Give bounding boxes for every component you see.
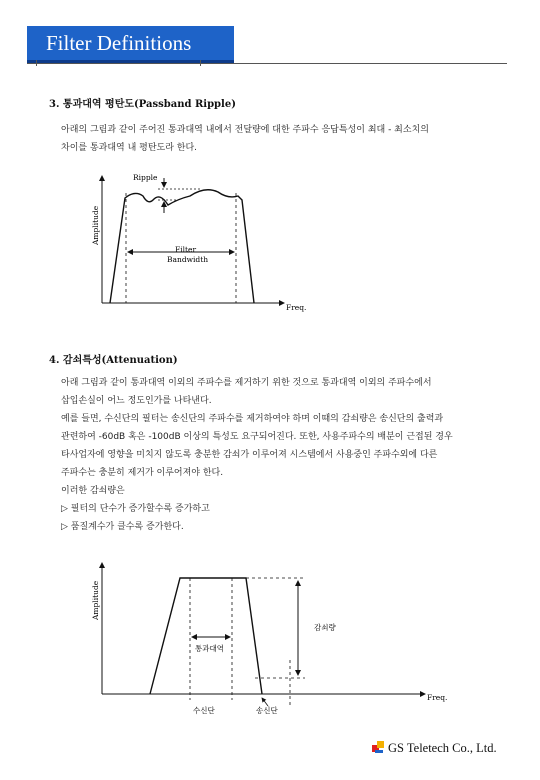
section4-line: ▷ 품질계수가 클수록 증가한다. xyxy=(61,522,184,532)
section4-line: 타사업자에 영향을 미치지 않도록 충분한 감쇠가 이루어져 시스템에서 사용중인 주파수외에 다른 xyxy=(61,450,438,460)
fig1-y-axis-label: Amplitude xyxy=(91,205,100,245)
fig2-tx-label: 송신단 xyxy=(256,706,278,715)
page-title: Filter Definitions xyxy=(46,31,192,55)
section3-heading: 3. 통과대역 평탄도(Passband Ripple) xyxy=(49,99,236,110)
section4-line: 이러한 감쇠량은 xyxy=(61,486,125,496)
company-name: GS Teletech Co., Ltd. xyxy=(388,741,497,755)
fig1-bandwidth-label: Filter xyxy=(175,245,197,254)
section4-line: 예를 들면, 수신단의 필터는 송신단의 주파수를 제거하여야 하며 이때의 감쇠량은 송신단의 출력과 xyxy=(61,414,444,424)
fig2-passband-label: 통과대역 xyxy=(195,644,224,653)
fig2-x-axis-label: Freq. xyxy=(427,693,448,702)
fig1-x-axis-label: Freq. xyxy=(286,303,307,312)
section4-line: 관련하여 -60dB 혹은 -100dB 이상의 특성도 요구되어진다. 또한, 사용주파수의 배분이 근접된 경우 xyxy=(61,432,453,442)
fig2-attenuation-label: 감쇠량 xyxy=(314,623,336,632)
fig1-ripple-label: Ripple xyxy=(133,173,158,182)
section4-line: 아래 그림과 같이 통과대역 이외의 주파수를 제거하기 위한 것으로 통과대역 이외의 주파수에서 xyxy=(61,378,432,388)
fig2-axes xyxy=(102,563,425,694)
section4-paragraph xyxy=(61,374,453,536)
section4-line: 삽입손실이 어느 정도인가를 나타낸다. xyxy=(61,396,212,406)
fig2-passband-trapezoid xyxy=(150,578,262,694)
section3-line: 차이를 통과대역 내 평탄도라 한다. xyxy=(61,143,198,153)
fig2-y-axis-label: Amplitude xyxy=(91,580,100,620)
section3-line: 아래의 그림과 같이 주어진 통과대역 내에서 전달량에 대한 주파수 응답특성이 최대 - 최소치의 xyxy=(61,125,429,135)
company-logo-icon xyxy=(372,741,386,755)
section4-heading: 4. 감쇠특성(Attenuation) xyxy=(49,355,178,366)
fig1-bandwidth-label: Bandwidth xyxy=(167,255,209,264)
footer xyxy=(372,741,497,756)
section4-line: ▷ 필터의 단수가 증가할수록 증가하고 xyxy=(61,504,210,514)
fig2-rx-label: 수신단 xyxy=(193,706,215,715)
section4-line: 주파수는 충분히 제거가 이루어져야 한다. xyxy=(61,468,224,478)
